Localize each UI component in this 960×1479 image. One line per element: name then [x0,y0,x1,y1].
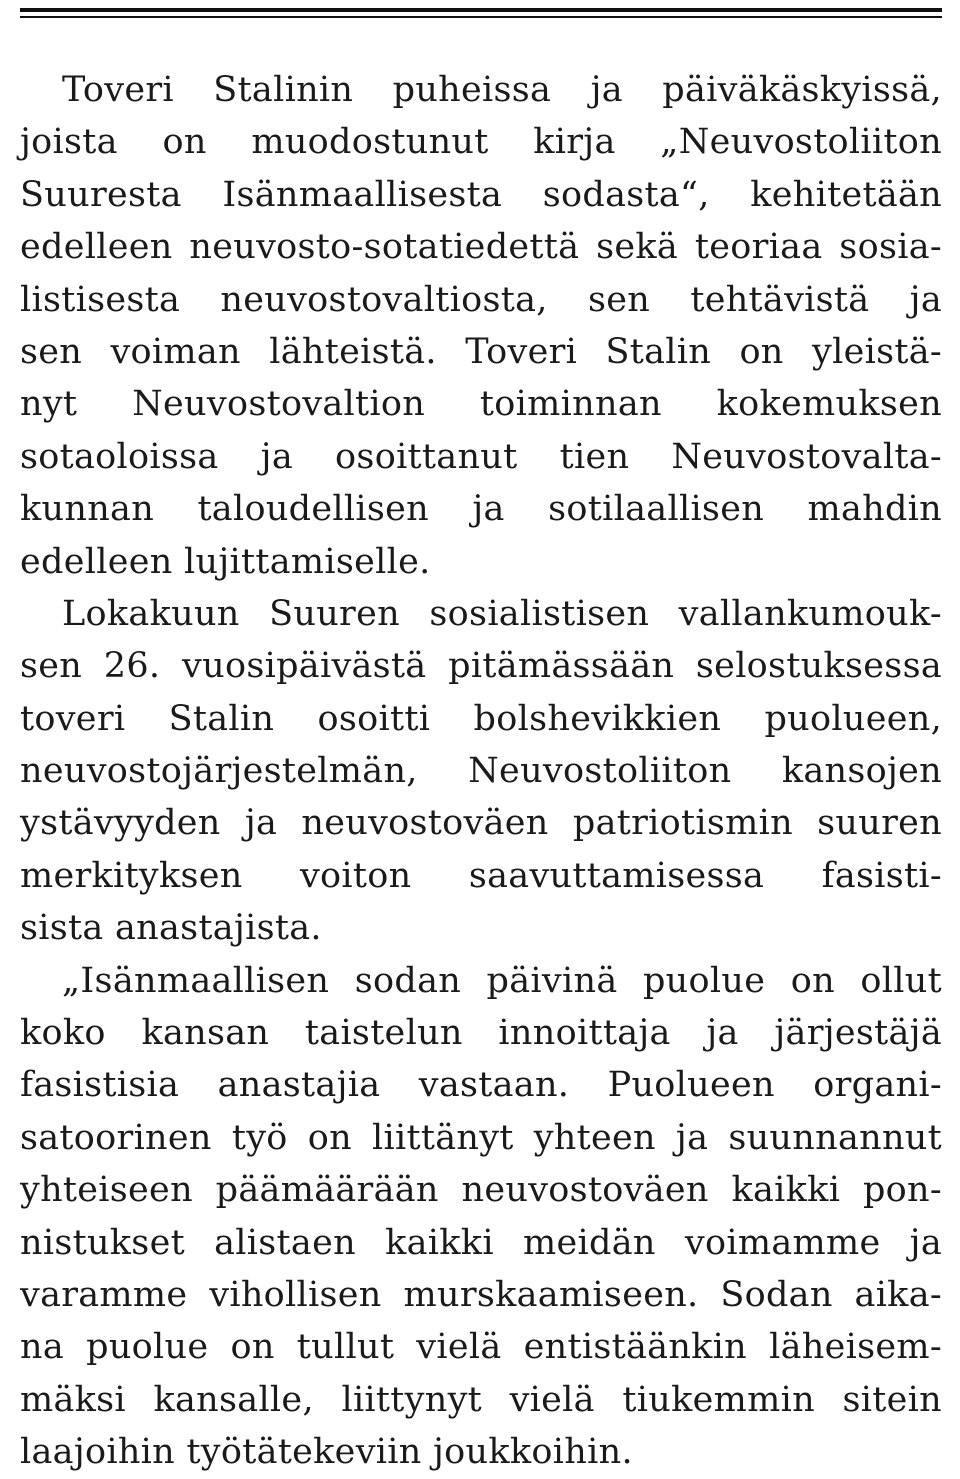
text-line: laajoihin työtätekeviin joukkoihin. [20,1432,633,1473]
text-line: sotaoloissa ja osoittanut tien Neuvostovalta- [20,436,942,477]
paragraph-3 [20,955,942,1479]
text-line: Suuresta Isänmaallisesta sodasta“, kehitetään [20,174,942,215]
text-line: mäksi kansalle, liittynyt vielä tiukemmin sitein [20,1379,942,1420]
text-line: Toveri Stalinin puheissa ja päiväkäskyissä, [62,70,942,110]
text-line: edelleen neuvosto-sotatiedettä sekä teoriaa sosia- [20,227,942,268]
paragraph-2 [20,588,942,955]
paragraph-1 [20,64,942,588]
text-line: kunnan taloudellisen ja sotilaallisen mahdin [20,489,942,530]
text-line: toveri Stalin osoitti bolshevikkien puolueen, [20,698,942,739]
top-rule-thick [20,8,942,12]
text-line: koko kansan taistelun innoittaja ja järjestäjä [20,1013,942,1054]
text-line: nyt Neuvostovaltion toiminnan kokemuksen [20,384,942,425]
text-line: satoorinen työ on liittänyt yhteen ja suunnannut [20,1117,942,1158]
text-line: sen voiman lähteistä. Toveri Stalin on yleistä- [20,331,942,372]
text-line: nistukset alistaen kaikki meidän voimamme ja [20,1222,942,1263]
text-line: merkityksen voiton saavuttamisessa fasisti- [20,855,942,896]
text-line: na puolue on tullut vielä entistäänkin läheisem- [20,1327,942,1368]
text-line: varamme vihollisen murskaamiseen. Sodan aika- [20,1274,942,1315]
text-line: edelleen lujittamiselle. [20,541,431,582]
text-line: listisesta neuvostovaltiosta, sen tehtävistä ja [20,279,942,320]
text-line: Lokakuun Suuren sosialistisen vallankumouk- [62,593,942,634]
text-line: yhteiseen päämäärään neuvostoväen kaikki pon- [20,1170,942,1211]
text-line: ystävyyden ja neuvostoväen patriotismin suuren [20,803,942,844]
text-line: joista on muodostunut kirja „Neuvostoliiton [20,122,942,163]
text-line: sen 26. vuosipäivästä pitämässään selostuksessa [20,646,942,687]
text-line: neuvostojärjestelmän, Neuvostoliiton kansojen [20,751,942,792]
text-line: „Isänmaallisen sodan päivinä puolue on ollut [62,960,942,1001]
top-rule-thin [20,16,942,18]
text-line: fasistisia anastajia vastaan. Puolueen organi- [20,1065,942,1106]
text-line: sista anastajista. [20,908,322,949]
document-page [20,64,942,1479]
